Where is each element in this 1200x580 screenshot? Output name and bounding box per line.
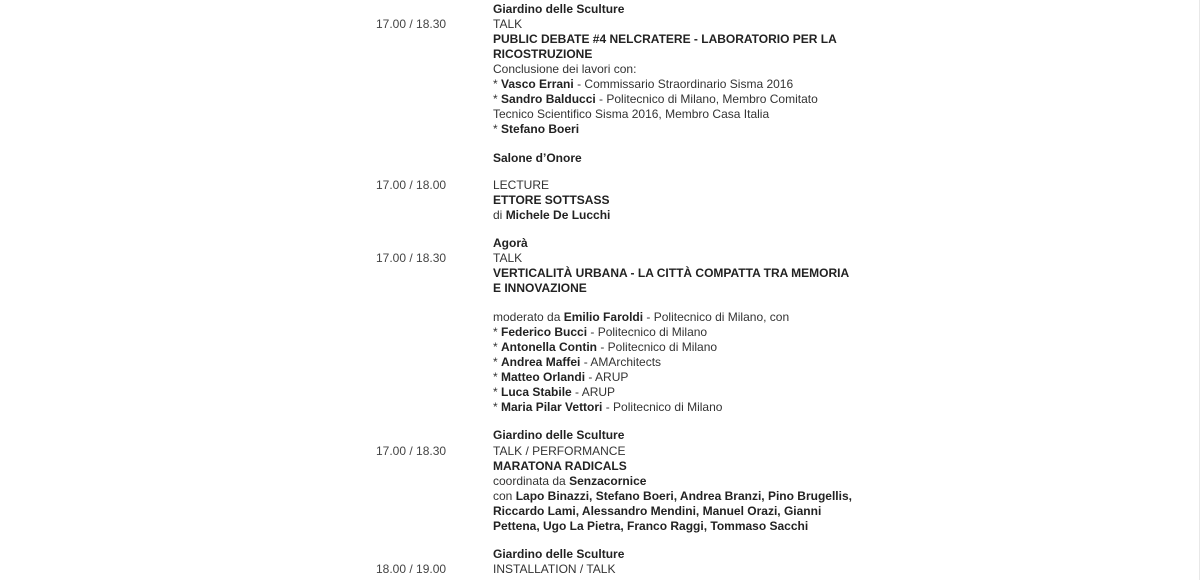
author-name: Michele De Lucchi (505, 208, 611, 222)
moderator-name: Emilio Faroldi (563, 310, 644, 324)
moderator-prefix: moderato da (493, 310, 564, 324)
speaker-role: - Politecnico di Milano (602, 400, 723, 414)
bullet: * (493, 385, 502, 399)
coordinator-name: Senzacornice (569, 474, 647, 488)
bullet: * (493, 400, 502, 414)
speaker-name: Vasco Errani (501, 77, 574, 91)
speaker-role: - Politecnico di Milano (587, 325, 708, 339)
event-title (493, 32, 837, 62)
event-title-line: VERTICALITÀ URBANA - LA CITTÀ COMPATTA TRA MEMORIA (493, 266, 850, 280)
speaker-name: Federico Bucci (501, 325, 588, 339)
event-title: MARATONA RADICALS (493, 459, 627, 473)
event-type: LECTURE (493, 178, 550, 192)
speaker-name: Maria Pilar Vettori (501, 400, 603, 414)
event-venue: Agorà (493, 236, 528, 250)
speaker-role: - Commissario Straordinario Sisma 2016 (573, 77, 794, 91)
event-title: ETTORE SOTTSASS (493, 193, 610, 207)
coordinator-prefix: coordinata da (493, 474, 570, 488)
speaker-item (493, 77, 793, 92)
participants-names: Lapo Binazzi, Stefano Boeri, Andrea Branzi, Pino Brugellis, (515, 489, 852, 503)
speaker-name: Antonella Contin (501, 340, 598, 354)
speaker-name: Matteo Orlandi (501, 370, 586, 384)
event-title-line: PUBLIC DEBATE #4 NELCRATERE - LABORATORIO PER LA (493, 32, 837, 46)
participants-line: Pettena, Ugo La Pietra, Franco Raggi, Tommaso Sacchi (493, 519, 809, 533)
event-intro: Conclusione dei lavori con: (493, 62, 637, 76)
participants-prefix: con (493, 489, 516, 503)
speaker-role: - ARUP (571, 385, 616, 399)
event-author (493, 208, 610, 223)
event-title-line: RICOSTRUZIONE (493, 47, 593, 61)
speaker-name: Sandro Balducci (501, 92, 596, 106)
speaker-role: - Politecnico di Milano, Membro Comitato (595, 92, 818, 106)
speaker-role: - Politecnico di Milano (597, 340, 718, 354)
speaker-role: - ARUP (585, 370, 629, 384)
event-venue: Giardino delle Sculture (493, 2, 625, 16)
event-venue: Giardino delle Sculture (493, 547, 625, 561)
bullet: * (493, 340, 502, 354)
speaker-role-continuation: Tecnico Scientifico Sisma 2016, Membro Casa Italia (493, 107, 770, 121)
event-moderator (493, 310, 789, 325)
event-time: 18.00 / 19.00 (376, 562, 447, 576)
event-title-line: E INNOVAZIONE (493, 281, 587, 295)
moderator-suffix: - Politecnico di Milano, con (643, 310, 790, 324)
event-time: 17.00 / 18.00 (376, 178, 447, 192)
event-type: TALK (493, 251, 523, 265)
speaker-name: Stefano Boeri (501, 122, 580, 136)
speaker-item (493, 122, 579, 137)
event-time: 17.00 / 18.30 (376, 17, 447, 31)
bullet: * (493, 370, 502, 384)
speaker-item (493, 325, 707, 340)
event-type: TALK / PERFORMANCE (493, 444, 626, 458)
speaker-item (493, 355, 661, 370)
participants-line (493, 489, 852, 504)
speaker-name: Luca Stabile (501, 385, 572, 399)
speaker-role: - AMArchitects (580, 355, 662, 369)
bullet: * (493, 77, 502, 91)
bullet: * (493, 355, 502, 369)
event-type: INSTALLATION / TALK (493, 562, 616, 576)
event-time: 17.00 / 18.30 (376, 444, 447, 458)
participants-line: Riccardo Lami, Alessandro Mendini, Manuel Orazi, Gianni (493, 504, 822, 518)
event-coordinator (493, 474, 646, 489)
event-type: TALK (493, 17, 523, 31)
event-title (493, 266, 849, 296)
speaker-item (493, 400, 722, 415)
speaker-item (493, 92, 818, 107)
bullet: * (493, 92, 502, 106)
event-venue: Giardino delle Sculture (493, 428, 625, 442)
event-time: 17.00 / 18.30 (376, 251, 447, 265)
bullet: * (493, 122, 502, 136)
bullet: * (493, 325, 502, 339)
speaker-item (493, 370, 628, 385)
event-venue: Salone d’Onore (493, 151, 582, 165)
speaker-item (493, 385, 615, 400)
author-prefix: di (493, 208, 506, 222)
speaker-name: Andrea Maffei (501, 355, 581, 369)
speaker-item (493, 340, 717, 355)
